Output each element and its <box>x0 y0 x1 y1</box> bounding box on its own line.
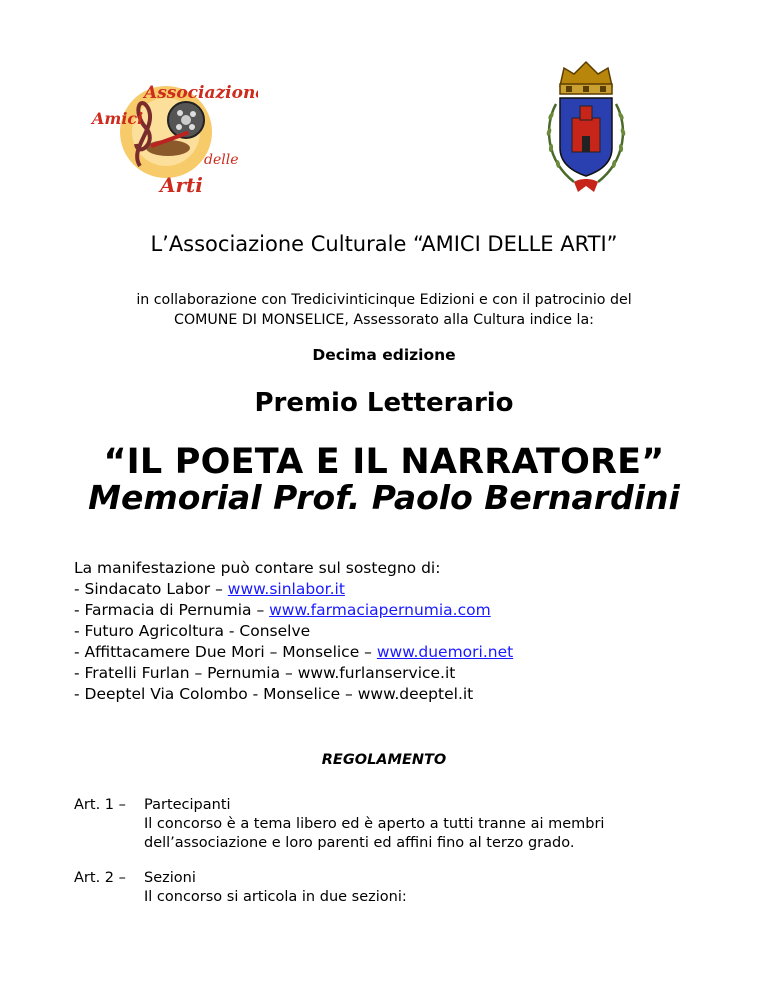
sponsor-item <box>74 642 714 663</box>
regulation-title: REGOLAMENTO <box>321 752 447 768</box>
svg-text:Amici: Amici <box>92 109 144 128</box>
articles-section <box>74 796 714 923</box>
association-logo <box>88 68 258 198</box>
sponsor-link[interactable]: www.farmaciapernumia.com <box>269 601 491 619</box>
collaboration-line-1: in collaborazione con Tredicivinticinque Edizioni e con il patrocinio del <box>136 292 632 308</box>
prize-title: Premio Letterario <box>254 388 514 418</box>
sponsor-item <box>74 621 714 642</box>
article-heading: Partecipanti <box>144 797 231 813</box>
article-number: Art. 1 – <box>74 797 126 813</box>
collaboration-text <box>60 290 708 330</box>
monselice-crest-icon <box>536 56 636 202</box>
article-line: Il concorso si articola in due sezioni: <box>144 889 407 905</box>
article-line: Il concorso è a tema libero ed è aperto a tutti tranne ai membri <box>144 816 605 832</box>
sponsor-text: - Fratelli Furlan – Pernumia – www.furlanservice.it <box>74 664 456 682</box>
sponsor-link[interactable]: www.duemori.net <box>376 643 514 661</box>
sponsor-text: - Farmacia di Pernumia – <box>74 601 270 619</box>
crest <box>536 56 636 202</box>
sponsor-link[interactable]: www.sinlabor.it <box>227 580 345 598</box>
sponsor-text: - Sindacato Labor – <box>74 580 228 598</box>
sponsor-item <box>74 684 714 705</box>
amici-delle-arti-logo-icon <box>88 68 258 198</box>
contest-title: “IL POETA E IL NARRATORE” <box>103 442 665 482</box>
article-1 <box>74 796 714 853</box>
association-title: L’Associazione Culturale “AMICI DELLE ARTI” <box>150 232 618 256</box>
memorial-subtitle: Memorial Prof. Paolo Bernardini <box>88 478 680 517</box>
sponsor-text: - Futuro Agricoltura - Conselve <box>74 622 311 640</box>
sponsor-item <box>74 600 714 621</box>
article-2 <box>74 869 714 907</box>
sponsor-text: - Affittacamere Due Mori – Monselice – <box>74 643 377 661</box>
sponsor-text: - Deeptel Via Colombo - Monselice – www.deeptel.it <box>74 685 474 703</box>
sponsor-item <box>74 579 714 600</box>
article-heading: Sezioni <box>144 870 196 886</box>
article-line: dell’associazione e loro parenti ed affini fino al terzo grado. <box>144 835 575 851</box>
sponsors-intro: La manifestazione può contare sul sostegno di: <box>74 559 441 577</box>
sponsors-section <box>74 558 714 705</box>
svg-text:delle: delle <box>204 152 239 168</box>
article-number: Art. 2 – <box>74 870 126 886</box>
sponsor-item <box>74 663 714 684</box>
svg-text:Arti: Arti <box>160 173 203 197</box>
collaboration-line-2: COMUNE DI MONSELICE, Assessorato alla Cultura indice la: <box>174 312 594 328</box>
svg-text:Associazione: Associazione <box>144 83 258 103</box>
edition-label: Decima edizione <box>312 346 456 364</box>
